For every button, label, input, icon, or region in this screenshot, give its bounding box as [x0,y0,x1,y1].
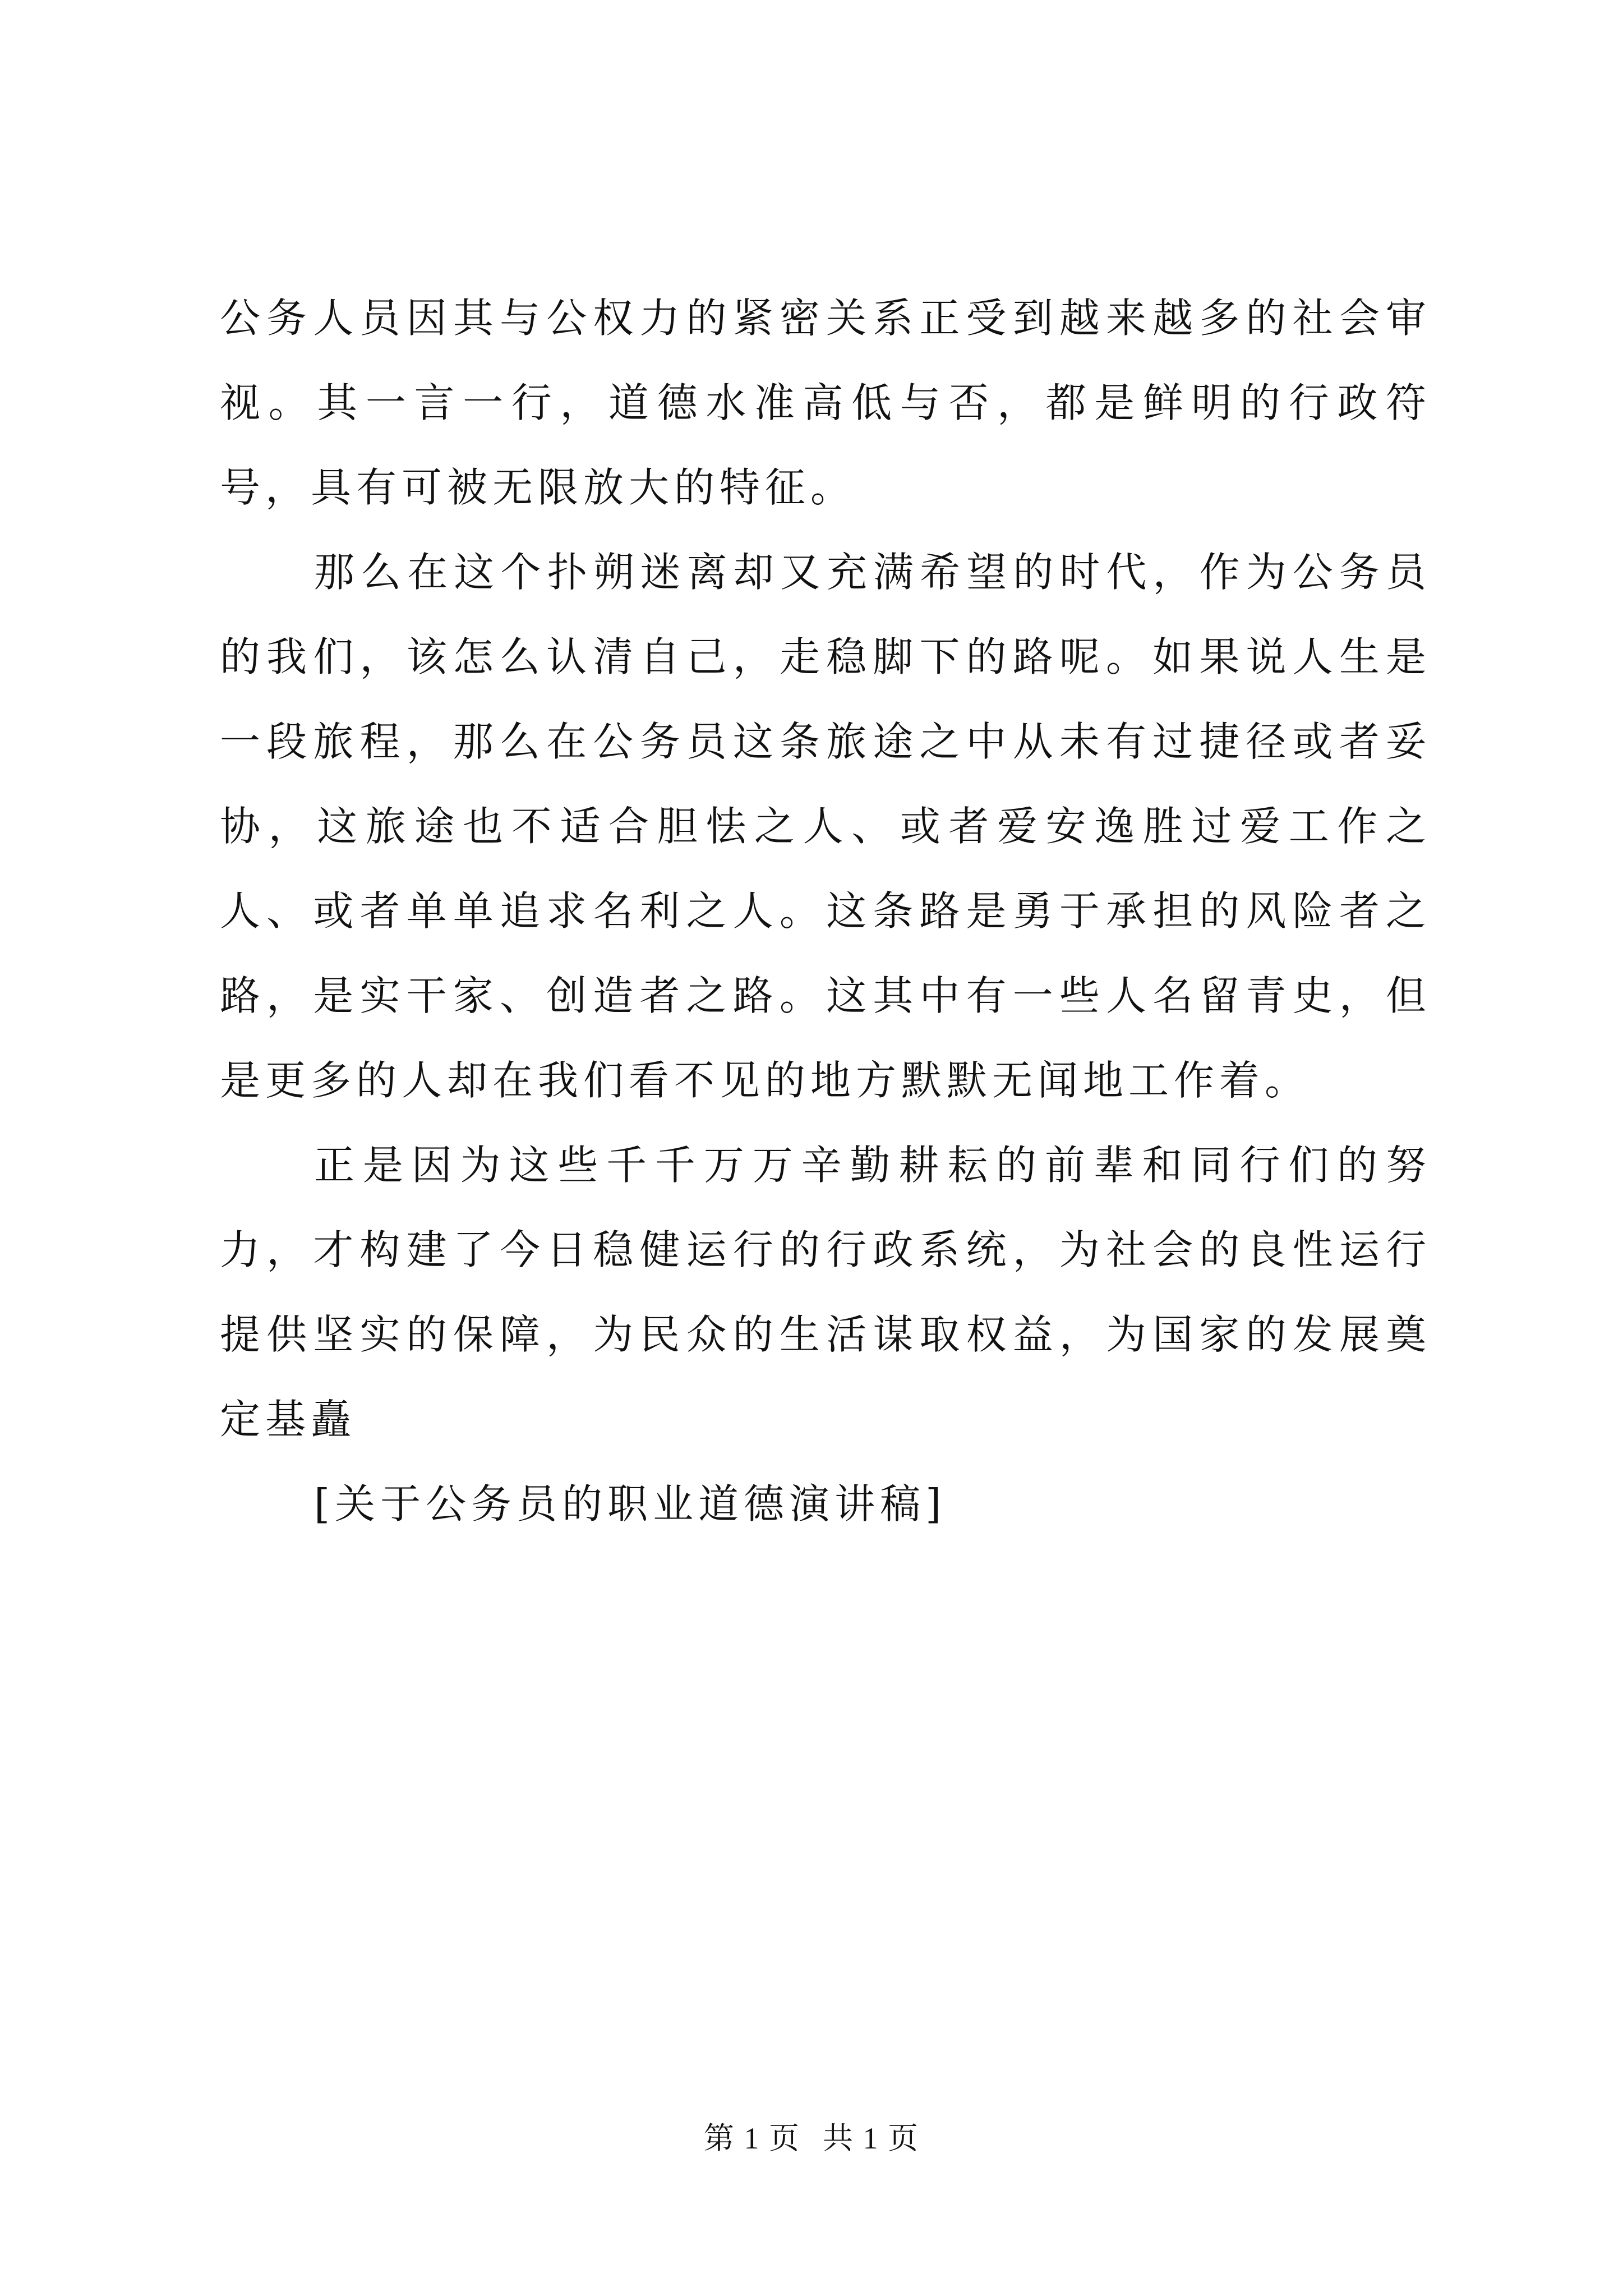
document-body [220,276,1431,1547]
paragraph-4: [关于公务员的职业道德演讲稿] [314,1480,947,1527]
page-footer [0,2116,1623,2161]
paragraph-2: 那么在这个扑朔迷离却又充满希望的时代，作为公务员的我们，该怎么认清自己，走稳脚下的路呢。如果说人生是一段旅程，那么在公务员这条旅途之中从未有过捷径或者妥协，这旅途也不适合胆怯之人、或者爱安逸胜过爱工作之人、或者单单追求名利之人。这条路是勇于承担的风险者之路，是实干家、创造者之路。这其中有一些人名留青史，但是更多的人却在我们看不见的地方默默无闻地工作着。 [220,549,1431,1104]
page-number: 第 1 页 [704,2122,800,2155]
total-pages: 共 1 页 [823,2122,919,2155]
paragraph-1: 公务人员因其与公权力的紧密关系正受到越来越多的社会审视。其一言一行，道德水准高低与否，都是鲜明的行政符号，具有可被无限放大的特征。 [220,295,1431,511]
paragraph-3: 正是因为这些千千万万辛勤耕耘的前辈和同行们的努力，才构建了今日稳健运行的行政系统，为社会的良性运行提供坚实的保障，为民众的生活谋取权益，为国家的发展奠定基矗 [220,1142,1431,1443]
